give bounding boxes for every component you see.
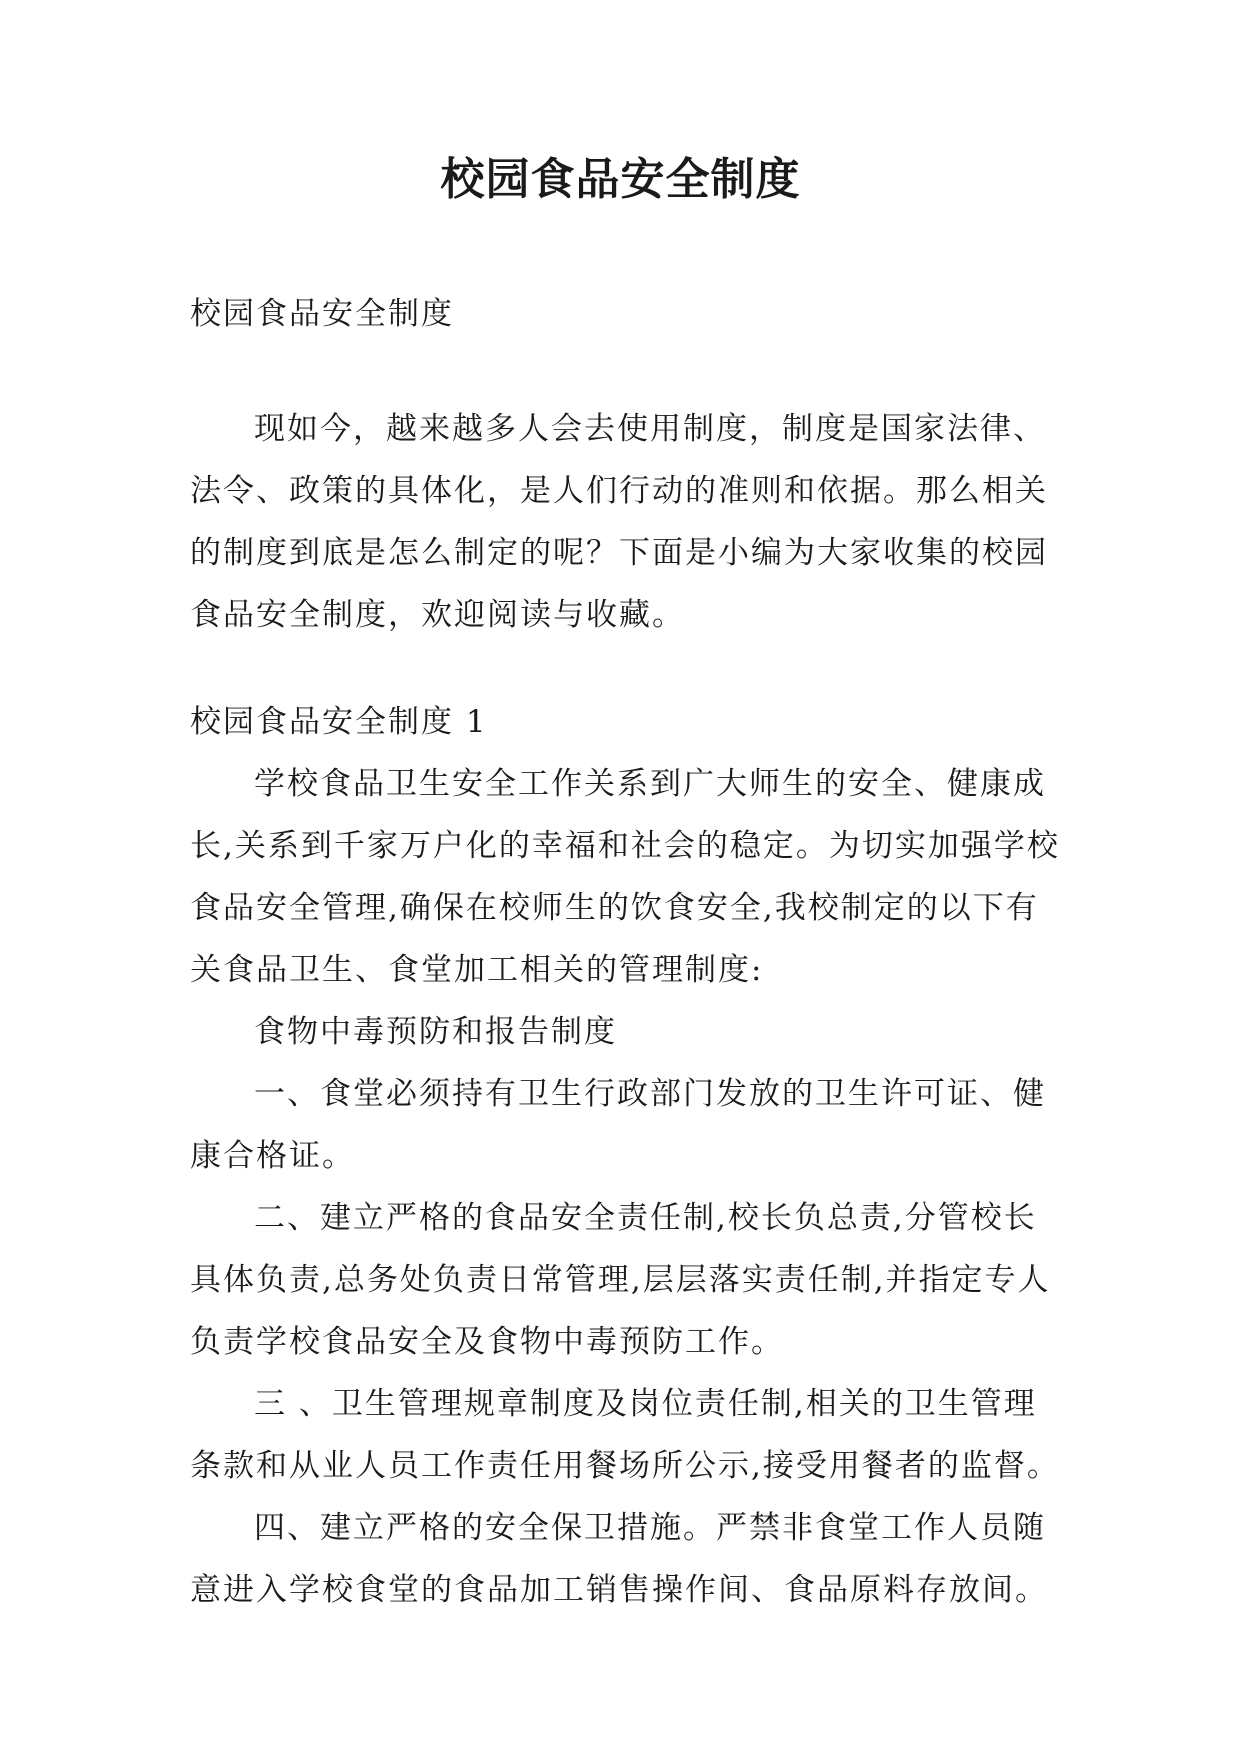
body-paragraph-preamble: 学校食品卫生安全工作关系到广大师生的安全、健康成长,关系到千家万户化的幸福和社会的稳定。为切实加强学校食品安全管理,确保在校师生的饮食安全,我校制定的以下有关食品卫生、食堂加工相关的管理制度: (190, 766, 1060, 988)
document-subtitle: 校园食品安全制度 (190, 296, 454, 332)
section-body (190, 753, 1060, 1621)
body-paragraph-item-4: 四、建立严格的安全保卫措施。严禁非食堂工作人员随意进入学校食堂的食品加工销售操作间、食品原料存放间。 (190, 1510, 1048, 1608)
document-title: 校园食品安全制度 (440, 154, 801, 205)
body-paragraph-subheading: 食物中毒预防和报告制度 (254, 1014, 617, 1050)
body-paragraph-item-2: 二、建立严格的食品安全责任制,校长负总责,分管校长具体负责,总务处负责日常管理,层层落实责任制,并指定专人负责学校食品安全及食物中毒预防工作。 (190, 1200, 1051, 1360)
body-paragraph-item-1: 一、食堂必须持有卫生行政部门发放的卫生许可证、健康合格证。 (190, 1076, 1046, 1174)
section-heading: 校园食品安全制度 1 (190, 704, 488, 740)
body-paragraph-item-3: 三 、卫生管理规章制度及岗位责任制,相关的卫生管理条款和从业人员工作责任用餐场所公示,接受用餐者的监督。 (190, 1386, 1060, 1484)
intro-paragraph: 现如今，越来越多人会去使用制度，制度是国家法律、法令、政策的具体化，是人们行动的准则和依据。那么相关的制度到底是怎么制定的呢？下面是小编为大家收集的校园食品安全制度，欢迎阅读与收藏。 (190, 411, 1048, 633)
